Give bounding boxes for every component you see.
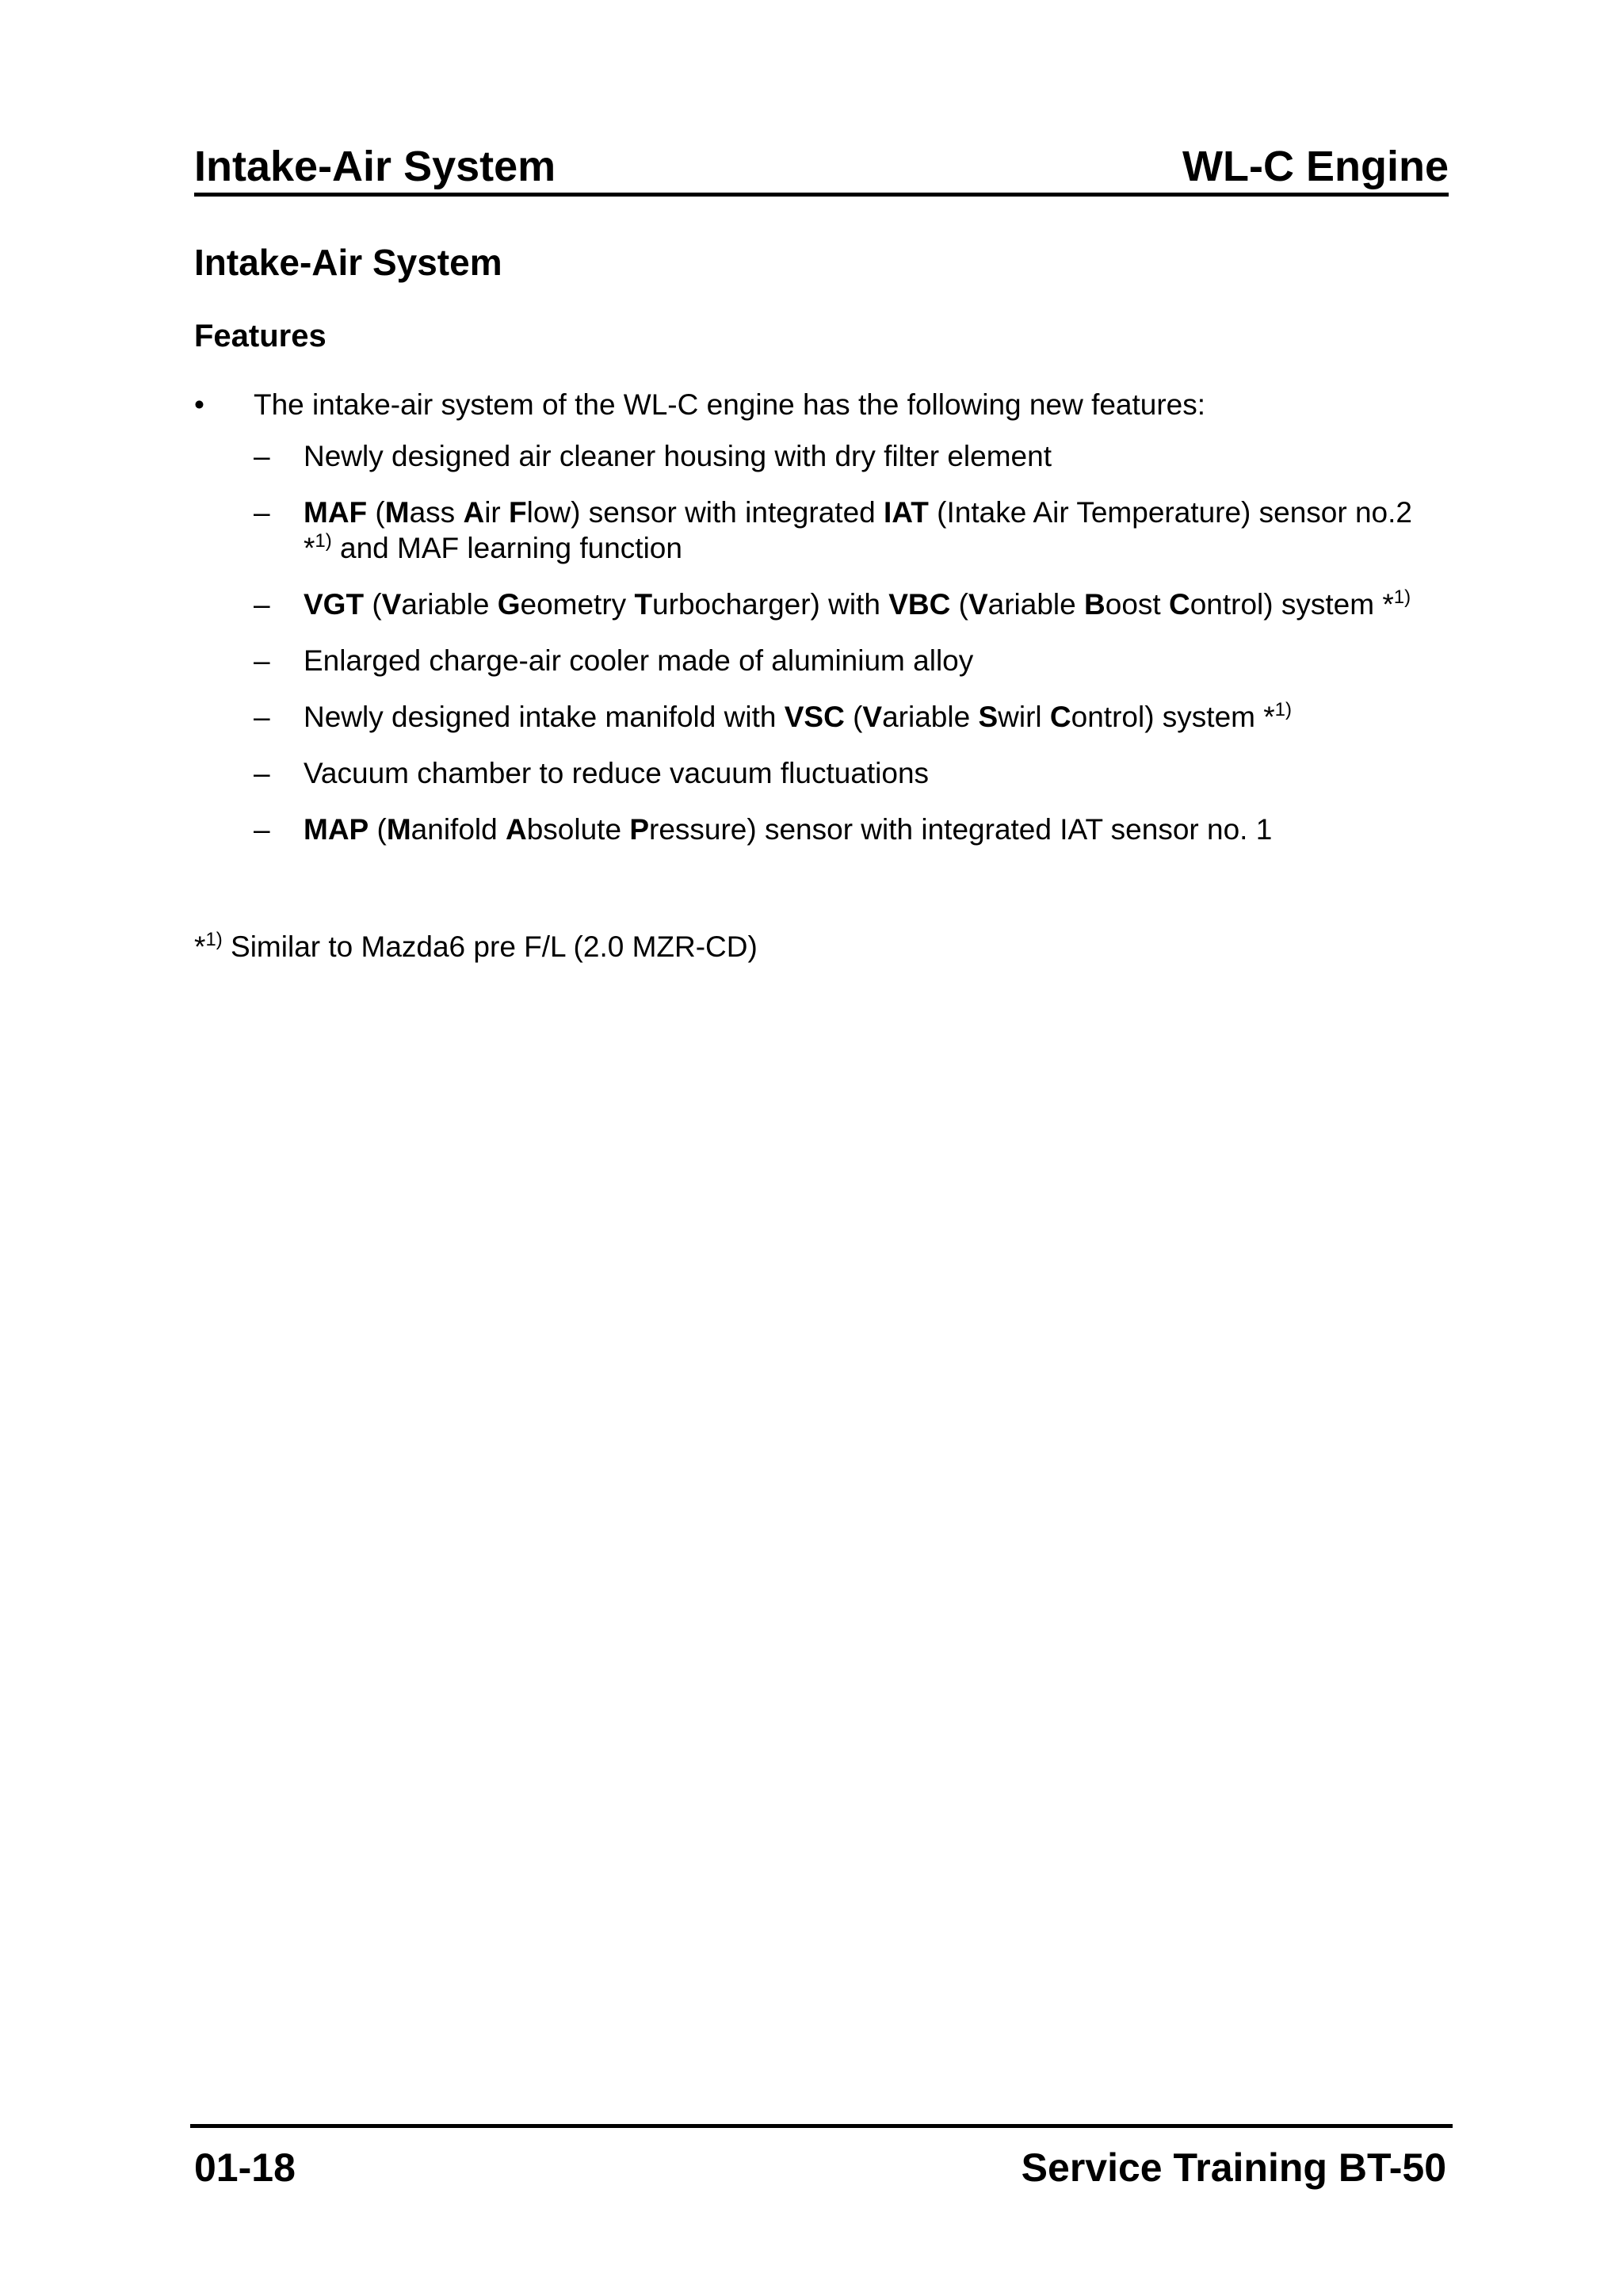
feature-text-segment: VGT bbox=[304, 588, 365, 621]
feature-list bbox=[194, 438, 1430, 847]
feature-text-segment: wirl bbox=[998, 701, 1050, 733]
footnote-ref: 1) bbox=[315, 530, 332, 552]
feature-text-segment: bsolute bbox=[526, 813, 630, 846]
page-header bbox=[194, 135, 1449, 197]
feature-text-segment: C bbox=[1049, 701, 1071, 733]
feature-text-segment: VSC bbox=[784, 701, 845, 733]
feature-text-segment: ressure) sensor with integrated IAT sensor no. 1 bbox=[649, 813, 1273, 846]
footnote bbox=[194, 929, 758, 965]
dash-marker: – bbox=[254, 644, 270, 677]
feature-text-segment: ariable bbox=[882, 701, 979, 733]
footnote-ref: 1) bbox=[205, 929, 223, 950]
feature-text-segment: Enlarged charge-air cooler made of aluminium alloy bbox=[304, 644, 974, 677]
feature-text-segment: MAP bbox=[304, 813, 369, 846]
feature-text-segment: V bbox=[968, 588, 988, 621]
footnote-ref: 1) bbox=[1274, 699, 1292, 720]
feature-text-segment: Newly designed air cleaner housing with dry filter element bbox=[304, 440, 1052, 472]
feature-text-segment: ( bbox=[844, 701, 863, 733]
footnote-ref: 1) bbox=[1393, 586, 1411, 608]
feature-text-segment: (Intake Air Temperature) sensor no.2 * bbox=[304, 496, 1412, 564]
feature-item bbox=[254, 495, 1430, 566]
feature-text-segment: urbocharger) with bbox=[652, 588, 889, 621]
feature-text bbox=[304, 643, 973, 678]
feature-text-segment: oost bbox=[1105, 588, 1169, 621]
intro-text: The intake-air system of the WL-C engine has the following new features: bbox=[254, 388, 1206, 421]
feature-text-segment: A bbox=[505, 813, 527, 846]
feature-text-segment: ( bbox=[369, 813, 387, 846]
feature-text-segment: V bbox=[862, 701, 883, 733]
dash-marker: – bbox=[254, 496, 270, 529]
dash-marker: – bbox=[254, 440, 270, 472]
feature-item bbox=[254, 643, 1430, 678]
page-footer bbox=[190, 2124, 1453, 2190]
feature-text-segment: ontrol) system * bbox=[1190, 588, 1394, 621]
feature-text-segment: M bbox=[386, 813, 411, 846]
feature-text-segment: VBC bbox=[888, 588, 951, 621]
feature-text-segment: ( bbox=[367, 496, 385, 529]
feature-text-segment: T bbox=[634, 588, 653, 621]
dash-marker: – bbox=[254, 701, 270, 733]
feature-text-segment: anifold bbox=[411, 813, 506, 846]
feature-text-segment: ariable bbox=[987, 588, 1085, 621]
feature-text bbox=[304, 495, 1430, 566]
page-number: 01-18 bbox=[194, 2145, 296, 2190]
feature-text bbox=[304, 699, 1292, 735]
feature-item bbox=[254, 438, 1430, 474]
dash-marker: – bbox=[254, 588, 270, 621]
feature-item bbox=[254, 755, 1430, 791]
dash-marker: – bbox=[254, 813, 270, 846]
feature-text-segment: F bbox=[509, 496, 527, 529]
feature-text-segment: ( bbox=[950, 588, 968, 621]
section-title: Intake-Air System bbox=[194, 242, 502, 283]
features-content bbox=[194, 387, 1430, 868]
feature-text-segment: ontrol) system * bbox=[1071, 701, 1275, 733]
footer-title: Service Training BT-50 bbox=[1021, 2145, 1446, 2190]
feature-item bbox=[254, 812, 1430, 847]
feature-text bbox=[304, 586, 1411, 622]
feature-text bbox=[304, 438, 1052, 474]
feature-text bbox=[304, 755, 929, 791]
feature-item bbox=[254, 699, 1430, 735]
feature-text-segment: ariable bbox=[401, 588, 498, 621]
feature-text-segment: M bbox=[384, 496, 410, 529]
feature-text-segment: and MAF learning function bbox=[331, 532, 682, 564]
feature-text-segment: low) sensor with integrated bbox=[526, 496, 884, 529]
feature-text-segment: S bbox=[978, 701, 999, 733]
feature-text-segment: eometry bbox=[520, 588, 635, 621]
feature-text-segment: P bbox=[629, 813, 649, 846]
feature-text-segment: Newly designed intake manifold with bbox=[304, 701, 785, 733]
feature-text-segment: V bbox=[381, 588, 402, 621]
feature-text-segment: MAF bbox=[304, 496, 368, 529]
feature-text-segment: G bbox=[497, 588, 521, 621]
dash-marker: – bbox=[254, 757, 270, 789]
feature-text-segment: ir bbox=[484, 496, 510, 529]
intro-bullet bbox=[194, 387, 1430, 422]
footnote-star: * bbox=[194, 930, 206, 963]
feature-text bbox=[304, 812, 1272, 847]
header-section-name: Intake-Air System bbox=[194, 143, 556, 190]
feature-item bbox=[254, 586, 1430, 622]
bullet-marker: • bbox=[194, 388, 204, 421]
feature-text-segment: C bbox=[1168, 588, 1190, 621]
feature-text-segment: ( bbox=[364, 588, 382, 621]
subsection-title: Features bbox=[194, 319, 327, 353]
feature-text-segment: B bbox=[1084, 588, 1106, 621]
feature-text-segment: IAT bbox=[884, 496, 929, 529]
header-engine-name: WL-C Engine bbox=[1182, 143, 1449, 190]
footnote-text: Similar to Mazda6 pre F/L (2.0 MZR-CD) bbox=[222, 930, 758, 963]
feature-text-segment: Vacuum chamber to reduce vacuum fluctuations bbox=[304, 757, 930, 789]
feature-text-segment: ass bbox=[409, 496, 464, 529]
feature-text-segment: A bbox=[463, 496, 485, 529]
